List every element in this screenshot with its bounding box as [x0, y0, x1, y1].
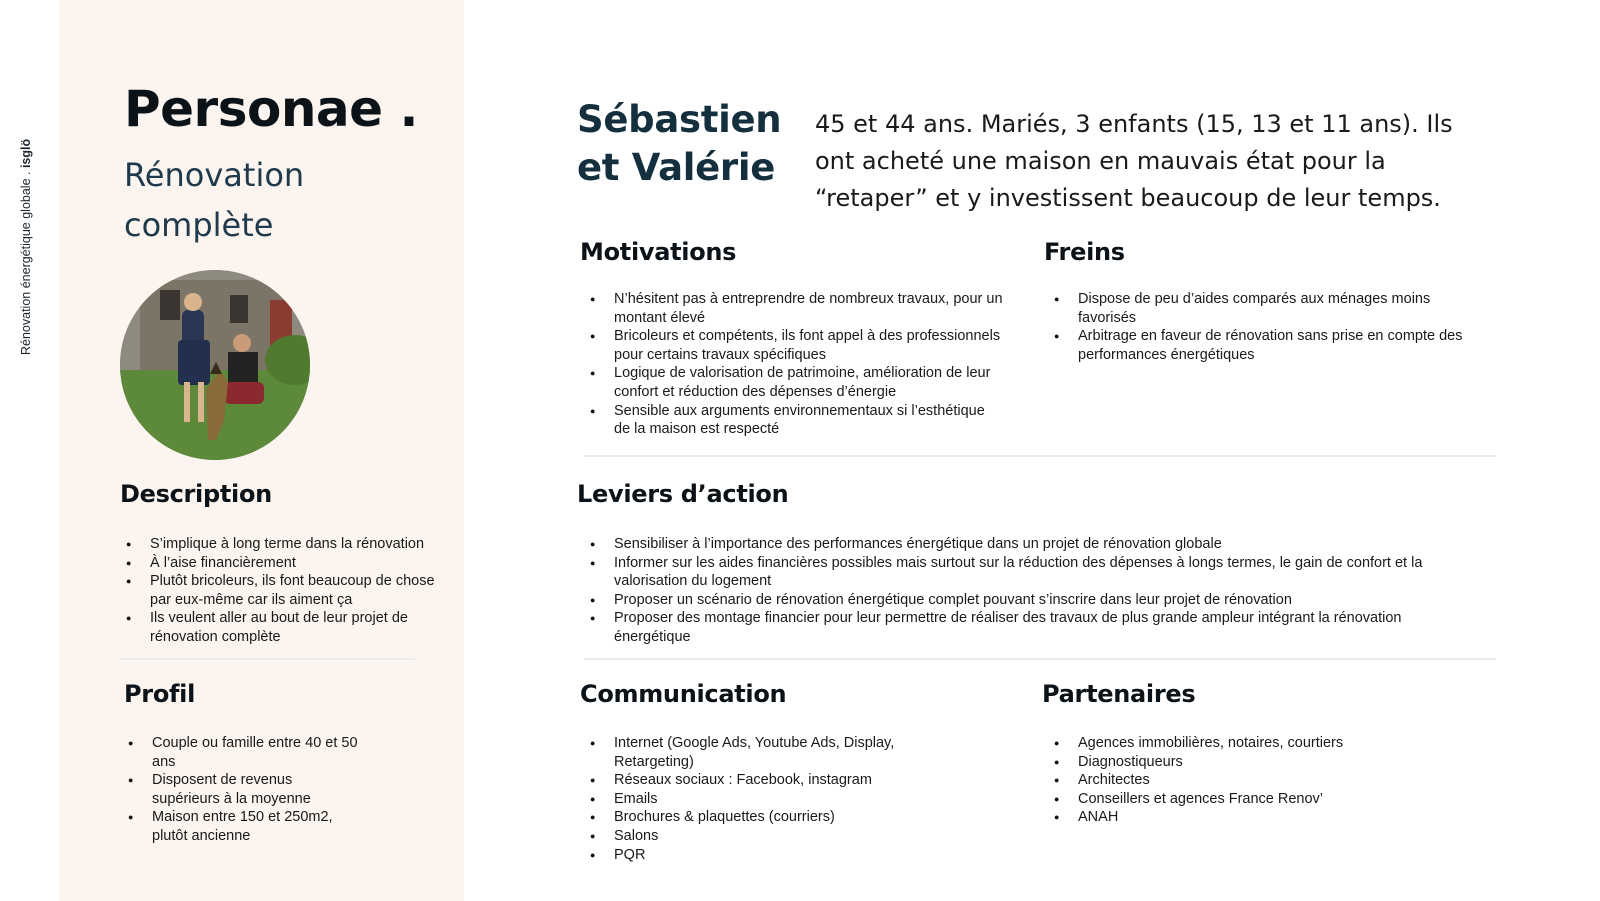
description-heading: Description [120, 480, 272, 508]
page-title: Personae . [124, 80, 418, 138]
list-item: ● Informer sur les aides financières possibles mais surtout sur la réduction des dépenses à longs termes, le gain de confort et la valorisation du logement [584, 554, 1464, 591]
brand-name: isglö [19, 138, 33, 169]
communication-heading: Communication [580, 680, 787, 708]
list-item: ● Brochures & plaquettes (courriers) [584, 808, 924, 827]
list-item: ● Conseillers et agences France Renov’ [1048, 790, 1468, 809]
communication-list [584, 734, 924, 864]
profil-list [122, 734, 362, 846]
leviers-list [584, 535, 1464, 647]
page-subtitle: Rénovation complète [124, 156, 305, 244]
persona-intro: 45 et 44 ans. Mariés, 3 enfants (15, 13 et 11 ans). Ils ont acheté une maison en mauvais état pour la “retaper” et y investissent beaucoup de leur temps. [815, 110, 1453, 212]
list-item: ● Arbitrage en faveur de rénovation sans prise en compte des performances énergétiques [1048, 327, 1488, 364]
freins-list [1048, 290, 1488, 364]
description-list [120, 535, 450, 647]
side-label: Rénovation énergétique globale . isglö [19, 138, 33, 355]
partenaires-heading: Partenaires [1042, 680, 1196, 708]
list-item: ● Logique de valorisation de patrimoine, amélioration de leur confort et réduction des dépenses d’énergie [584, 364, 1004, 401]
list-item: ● Emails [584, 790, 924, 809]
list-item: ● Maison entre 150 et 250m2, plutôt ancienne [122, 808, 362, 845]
divider [584, 658, 1496, 660]
list-item: ● Proposer un scénario de rénovation énergétique complet pouvant s’inscrire dans leur projet de rénovation [584, 591, 1464, 610]
list-item: ● Réseaux sociaux : Facebook, instagram [584, 771, 924, 790]
list-item: ● Bricoleurs et compétents, ils font appel à des professionnels pour certains travaux spécifiques [584, 327, 1004, 364]
list-item: ● PQR [584, 846, 924, 865]
list-item: ● Sensibiliser à l’importance des performances énergétique dans un projet de rénovation globale [584, 535, 1464, 554]
list-item: ● Agences immobilières, notaires, courtiers [1048, 734, 1468, 753]
persona-names [577, 96, 781, 192]
list-item: ● S’implique à long terme dans la rénovation [120, 535, 450, 554]
motivations-heading: Motivations [580, 238, 737, 266]
list-item: ● Disposent de revenus supérieurs à la moyenne [122, 771, 362, 808]
divider [120, 658, 415, 660]
partenaires-list [1048, 734, 1468, 827]
list-item: ● Plutôt bricoleurs, ils font beaucoup de chose par eux-même car ils aiment ça [120, 572, 450, 609]
list-item: ● Internet (Google Ads, Youtube Ads, Display, Retargeting) [584, 734, 924, 771]
list-item: ● Dispose de peu d’aides comparés aux ménages moins favorisés [1048, 290, 1488, 327]
list-item: ● Proposer des montage financier pour leur permettre de réaliser des travaux de plus grande ampleur intégrant la rénovation énergétique [584, 609, 1464, 646]
list-item: ● Couple ou famille entre 40 et 50 ans [122, 734, 362, 771]
profil-heading: Profil [124, 680, 196, 708]
list-item: ● Salons [584, 827, 924, 846]
persona-photo [120, 270, 310, 460]
list-item: ● À l’aise financièrement [120, 554, 450, 573]
list-item: ● Architectes [1048, 771, 1468, 790]
list-item: ● Diagnostiqueurs [1048, 753, 1468, 772]
list-item: ● N’hésitent pas à entreprendre de nombreux travaux, pour un montant élevé [584, 290, 1004, 327]
freins-heading: Freins [1044, 238, 1125, 266]
persona-name-line2: et Valérie [577, 146, 776, 189]
list-item: ● Ils veulent aller au bout de leur projet de rénovation complète [120, 609, 450, 646]
list-item: ● ANAH [1048, 808, 1468, 827]
leviers-heading: Leviers d’action [577, 480, 789, 508]
list-item: ● Sensible aux arguments environnementaux si l’esthétique de la maison est respecté [584, 402, 1004, 439]
persona-name-line1: Sébastien [577, 98, 782, 141]
motivations-list [584, 290, 1004, 439]
divider [584, 455, 1496, 457]
